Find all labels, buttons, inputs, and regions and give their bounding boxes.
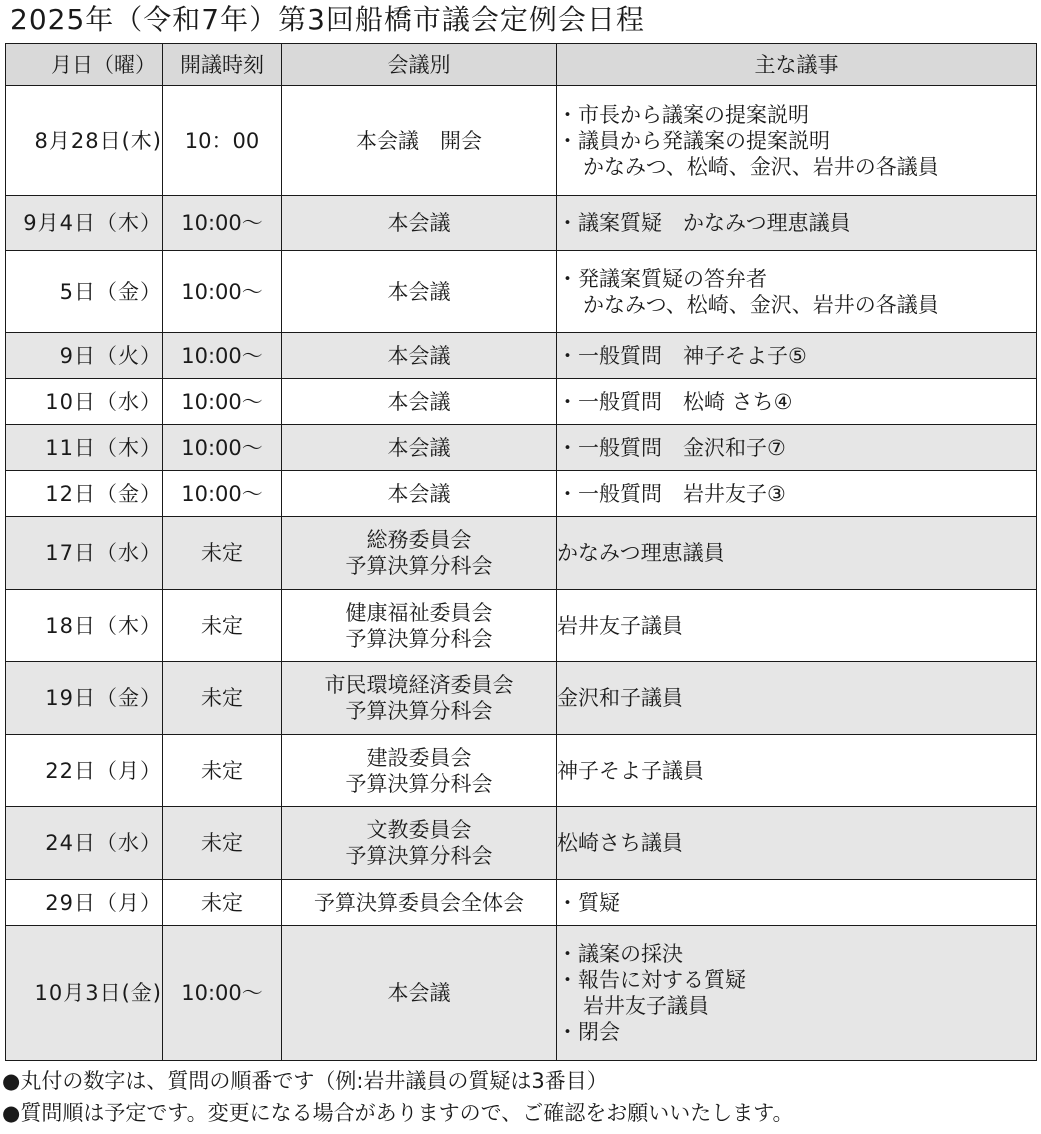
session-line: 本会議 (387, 435, 451, 460)
schedule-row (6, 807, 1037, 880)
cell-agenda (557, 251, 1037, 333)
session-line: 文教委員会 (366, 818, 472, 842)
cell-time: 10:00～ (163, 471, 282, 517)
cell-date (6, 662, 163, 735)
agenda-line: ・一般質問 神子そよ子⑤ (557, 343, 807, 368)
date-text: 11日（木） (45, 435, 162, 460)
cell-agenda (557, 735, 1037, 807)
date-text: 22日（月） (45, 758, 162, 783)
agenda-line: ・質疑 (557, 890, 620, 915)
cell-agenda (557, 590, 1037, 662)
schedule-row (6, 425, 1037, 471)
cell-time: 10:00～ (163, 379, 282, 425)
cell-session (282, 86, 557, 196)
schedule-row (6, 926, 1037, 1061)
cell-date (6, 880, 163, 926)
agenda-line: かなみつ理恵議員 (557, 541, 725, 565)
page-title: 2025年（令和7年）第3回船橋市議会定例会日程 (10, 3, 645, 36)
session-line: 予算決算分科会 (345, 626, 493, 651)
schedule-row (6, 196, 1037, 251)
agenda-line: 金沢和子議員 (557, 686, 683, 710)
cell-date (6, 196, 163, 251)
date-text: 19日（金） (45, 686, 162, 710)
agenda-line: かなみつ、松崎、金沢、岩井の各議員 (583, 154, 939, 179)
schedule-row (6, 880, 1037, 926)
session-line: 建設委員会 (366, 745, 472, 770)
cell-time: 10：00 (163, 86, 282, 196)
cell-time: 10:00～ (163, 333, 282, 379)
cell-session (282, 196, 557, 251)
cell-time: 未定 (163, 735, 282, 807)
date-text: 17日（水） (45, 541, 162, 565)
cell-agenda (557, 517, 1037, 590)
session-line: 総務委員会 (366, 528, 472, 552)
date-text: 10月3日(金) (34, 981, 162, 1005)
cell-agenda (557, 807, 1037, 880)
cell-date (6, 590, 163, 662)
cell-time: 未定 (163, 807, 282, 880)
note-line: ●質問順は予定です。変更になる場合がありますので、ご確認をお願いいたします。 (2, 1101, 794, 1125)
session-line: 予算決算委員会全体会 (314, 890, 524, 915)
cell-date (6, 517, 163, 590)
agenda-line: 岩井友子議員 (557, 613, 683, 638)
cell-session (282, 880, 557, 926)
cell-date (6, 333, 163, 379)
cell-agenda (557, 379, 1037, 425)
header-row (6, 44, 1037, 86)
header-date: 月日（曜） (6, 44, 163, 86)
date-text: 8月28日(木) (34, 128, 162, 153)
schedule-row (6, 379, 1037, 425)
cell-session (282, 590, 557, 662)
schedule-row (6, 86, 1037, 196)
session-line: 予算決算分科会 (345, 771, 493, 796)
agenda-line: 岩井友子議員 (583, 994, 709, 1018)
agenda-line: ・一般質問 岩井友子③ (557, 481, 786, 506)
date-text: 9日（火） (59, 343, 162, 368)
session-line: 本会議 (387, 389, 451, 414)
agenda-line: ・報告に対する質疑 (557, 968, 746, 992)
schedule-row (6, 735, 1037, 807)
cell-time: 未定 (163, 880, 282, 926)
cell-date (6, 425, 163, 471)
date-text: 10日（水） (45, 389, 162, 414)
cell-date (6, 86, 163, 196)
cell-session (282, 662, 557, 735)
schedule-row (6, 471, 1037, 517)
session-line: 本会議 (387, 343, 451, 368)
agenda-line: ・一般質問 松崎 さち④ (557, 389, 793, 414)
agenda-line: 神子そよ子議員 (557, 758, 704, 783)
schedule-table (5, 43, 1037, 1061)
cell-time: 10:00～ (163, 196, 282, 251)
note-line: ●丸付の数字は、質問の順番です（例:岩井議員の質疑は3番目） (2, 1069, 608, 1093)
cell-session (282, 471, 557, 517)
cell-agenda (557, 196, 1037, 251)
session-line: 健康福祉委員会 (345, 600, 493, 625)
cell-time: 10:00～ (163, 251, 282, 333)
session-line: 本会議 (387, 211, 451, 235)
header-agenda: 主な議事 (557, 44, 1037, 86)
schedule-row (6, 251, 1037, 333)
header-session: 会議別 (282, 44, 557, 86)
date-text: 18日（木） (45, 613, 162, 638)
date-text: 9月4日（木） (23, 211, 162, 235)
schedule-row (6, 517, 1037, 590)
notes (2, 1065, 794, 1129)
cell-time: 未定 (163, 517, 282, 590)
agenda-line: ・議員から発議案の提案説明 (557, 128, 830, 153)
cell-session (282, 425, 557, 471)
cell-agenda (557, 86, 1037, 196)
schedule-row (6, 590, 1037, 662)
session-line: 予算決算分科会 (345, 699, 493, 723)
cell-date (6, 251, 163, 333)
date-text: 12日（金） (45, 481, 162, 506)
cell-session (282, 807, 557, 880)
agenda-line: ・一般質問 金沢和子⑦ (557, 435, 786, 460)
session-line: 本会議 (387, 481, 451, 506)
cell-agenda (557, 333, 1037, 379)
session-line: 本会議 (387, 279, 451, 304)
session-line: 市民環境経済委員会 (324, 673, 514, 697)
session-line: 本会議 開会 (356, 128, 482, 153)
cell-session (282, 517, 557, 590)
schedule-row (6, 333, 1037, 379)
date-text: 29日（月） (45, 890, 162, 915)
session-line: 予算決算分科会 (345, 554, 493, 578)
agenda-line: ・議案質疑 かなみつ理恵議員 (557, 211, 851, 235)
agenda-line: ・発議案質疑の答弁者 (557, 266, 767, 291)
schedule-body (6, 86, 1037, 1061)
cell-time: 未定 (163, 662, 282, 735)
schedule-row (6, 662, 1037, 735)
cell-agenda (557, 471, 1037, 517)
header-time: 開議時刻 (163, 44, 282, 86)
agenda-line: かなみつ、松崎、金沢、岩井の各議員 (583, 292, 939, 317)
cell-agenda (557, 662, 1037, 735)
date-text: 5日（金） (59, 279, 162, 304)
cell-time: 10:00～ (163, 926, 282, 1061)
agenda-line: ・市長から議案の提案説明 (557, 102, 809, 127)
agenda-line: 松崎さち議員 (557, 831, 683, 855)
cell-time: 10:00～ (163, 425, 282, 471)
cell-agenda (557, 880, 1037, 926)
agenda-line: ・閉会 (557, 1020, 620, 1044)
cell-session (282, 379, 557, 425)
session-line: 本会議 (387, 981, 451, 1005)
cell-session (282, 926, 557, 1061)
cell-date (6, 379, 163, 425)
cell-session (282, 735, 557, 807)
cell-date (6, 471, 163, 517)
cell-agenda (557, 425, 1037, 471)
cell-date (6, 807, 163, 880)
cell-session (282, 333, 557, 379)
agenda-line: ・議案の採決 (557, 942, 683, 966)
cell-agenda (557, 926, 1037, 1061)
cell-date (6, 926, 163, 1061)
cell-date (6, 735, 163, 807)
cell-time: 未定 (163, 590, 282, 662)
session-line: 予算決算分科会 (345, 844, 493, 868)
cell-session (282, 251, 557, 333)
date-text: 24日（水） (45, 831, 162, 855)
